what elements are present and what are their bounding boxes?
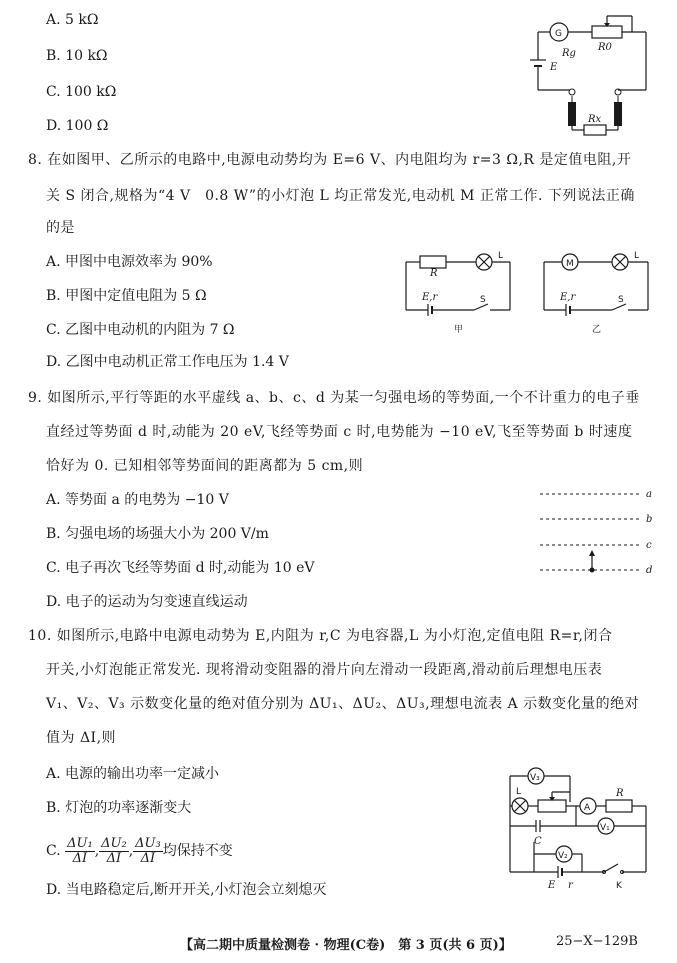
line-c-label: c bbox=[646, 540, 652, 551]
q9-option-c: C. 电子再次飞经等势面 d 时,动能为 10 eV bbox=[46, 560, 315, 576]
option-d: D. 100 Ω bbox=[46, 118, 109, 134]
switch-k-label: K bbox=[616, 881, 622, 890]
q10-stem-line-1: 10. 如图所示,电路中电源电动势为 E,内阻为 r,C 为电容器,L 为小灯泡,定值电阻 R=r,闭合 bbox=[28, 628, 613, 644]
rx-label: Rx bbox=[588, 114, 602, 125]
q10-stem-line-4: 值为 ΔI,则 bbox=[46, 730, 117, 746]
lamp-l-label: L bbox=[516, 787, 522, 797]
yi-m-label: M bbox=[566, 259, 574, 269]
yi-s-label: S bbox=[618, 295, 624, 305]
fraction-du3-di: $\frac{\text{ΔU₃}}{\Delta I}$ bbox=[135, 835, 161, 866]
q9-option-a: A. 等势面 a 的电势为 −10 V bbox=[46, 492, 229, 508]
q8-stem-line-2: 关 S 闭合,规格为“4 V 0.8 W”的小灯泡 L 均正常发光,电动机 M 正常工作. 下列说法正确 bbox=[46, 188, 635, 204]
q10-stem-line-3: V₁、V₂、V₃ 示数变化量的绝对值分别为 ΔU₁、ΔU₂、ΔU₃,理想电流表 A 示数变化量的绝对 bbox=[46, 696, 640, 712]
velocity-arrow-icon bbox=[589, 550, 595, 556]
q10-circuit-diagram bbox=[500, 762, 656, 890]
q8-stem-line-1: 8. 在如图甲、乙所示的电路中,电源电动势均为 E=6 V、内电阻均为 r=3 Ω,R 是定值电阻,开 bbox=[28, 152, 632, 168]
q10-option-c: C. $\frac{\text{ΔU₁}}{\Delta I}$ , $\frac{\text{ΔU₂}}{\Delta I}$ , $\frac{\text{ΔU₃}}{\Delta I}$ 均保持不变 bbox=[46, 835, 233, 866]
equipotential-lines-diagram bbox=[536, 484, 660, 576]
v2-label: V₂ bbox=[558, 851, 568, 861]
jia-l-label: L bbox=[498, 251, 504, 261]
emf-label: E bbox=[550, 62, 558, 73]
footer-title: 【高二期中质量检测卷 · 物理(C卷) 第 3 页(共 6 页)】 bbox=[180, 938, 512, 953]
resistor-r-label: R bbox=[616, 788, 624, 799]
q8-stem-line-3: 的是 bbox=[46, 220, 75, 236]
q9-stem-line-3: 恰好为 0. 已知相邻等势面间的距离都为 5 cm,则 bbox=[46, 458, 364, 474]
q8-option-a: A. 甲图中电源效率为 90% bbox=[46, 254, 213, 270]
q8-option-c: C. 乙图中电动机的内阻为 7 Ω bbox=[46, 322, 235, 338]
q9-option-d: D. 电子的运动为匀变速直线运动 bbox=[46, 594, 248, 610]
jia-caption: 甲 bbox=[454, 325, 464, 335]
yi-er-label: E,r bbox=[560, 292, 576, 303]
galvanometer-label: G bbox=[555, 29, 562, 39]
footer-code: 25−X−129B bbox=[556, 934, 638, 949]
v3-label: V₃ bbox=[530, 773, 540, 783]
q10-option-b: B. 灯泡的功率逐渐变大 bbox=[46, 800, 192, 816]
jia-s-label: S bbox=[480, 295, 486, 305]
option-a: A. 5 kΩ bbox=[46, 12, 99, 28]
q10-option-d: D. 当电路稳定后,断开开关,小灯泡会立刻熄灭 bbox=[46, 882, 327, 898]
line-d-label: d bbox=[646, 565, 653, 576]
emf-e-label: E bbox=[548, 880, 556, 890]
rg-label: Rg bbox=[562, 48, 576, 59]
circuit-yi bbox=[544, 251, 648, 335]
q9-stem-line-1: 9. 如图所示,平行等距的水平虚线 a、b、c、d 为某一匀强电场的等势面,一个不计重力的电子垂 bbox=[28, 390, 640, 406]
q10-option-a: A. 电源的输出功率一定减小 bbox=[46, 766, 220, 782]
line-a-label: a bbox=[646, 489, 652, 500]
yi-caption: 乙 bbox=[592, 325, 602, 335]
circuit-jia bbox=[406, 251, 510, 335]
fraction-du2-di: $\frac{\text{ΔU₂}}{\Delta I}$ bbox=[101, 835, 127, 866]
q8-option-b: B. 甲图中定值电阻为 5 Ω bbox=[46, 288, 207, 304]
ammeter-a-label: A bbox=[584, 803, 591, 813]
q10-option-c-suffix: 均保持不变 bbox=[162, 843, 233, 859]
q8-circuit-diagrams bbox=[398, 246, 660, 338]
fraction-du1-di: $\frac{\text{ΔU₁}}{\Delta I}$ bbox=[67, 835, 93, 866]
ohmmeter-circuit-diagram bbox=[528, 4, 660, 138]
q9-option-b: B. 匀强电场的场强大小为 200 V/m bbox=[46, 526, 269, 542]
q10-option-c-prefix: C. bbox=[46, 843, 61, 859]
jia-r-label: R bbox=[430, 268, 438, 279]
option-b: B. 10 kΩ bbox=[46, 48, 108, 64]
v1-label: V₁ bbox=[600, 823, 610, 833]
r0-label: R0 bbox=[598, 42, 612, 53]
q9-stem-line-2: 直经过等势面 d 时,动能为 20 eV,飞经等势面 c 时,电势能为 −10 eV,飞至等势面 b 时速度 bbox=[46, 424, 633, 440]
line-b-label: b bbox=[646, 514, 653, 525]
q8-option-d: D. 乙图中电动机正常工作电压为 1.4 V bbox=[46, 354, 289, 370]
q10-stem-line-2: 开关,小灯泡能正常发光. 现将滑动变阻器的滑片向左滑动一段距离,滑动前后理想电压表 bbox=[46, 662, 603, 678]
jia-er-label: E,r bbox=[422, 292, 438, 303]
yi-l-label: L bbox=[634, 251, 640, 261]
internal-r-label: r bbox=[568, 880, 573, 890]
capacitor-c-label: C bbox=[534, 836, 542, 847]
option-c: C. 100 kΩ bbox=[46, 84, 117, 100]
